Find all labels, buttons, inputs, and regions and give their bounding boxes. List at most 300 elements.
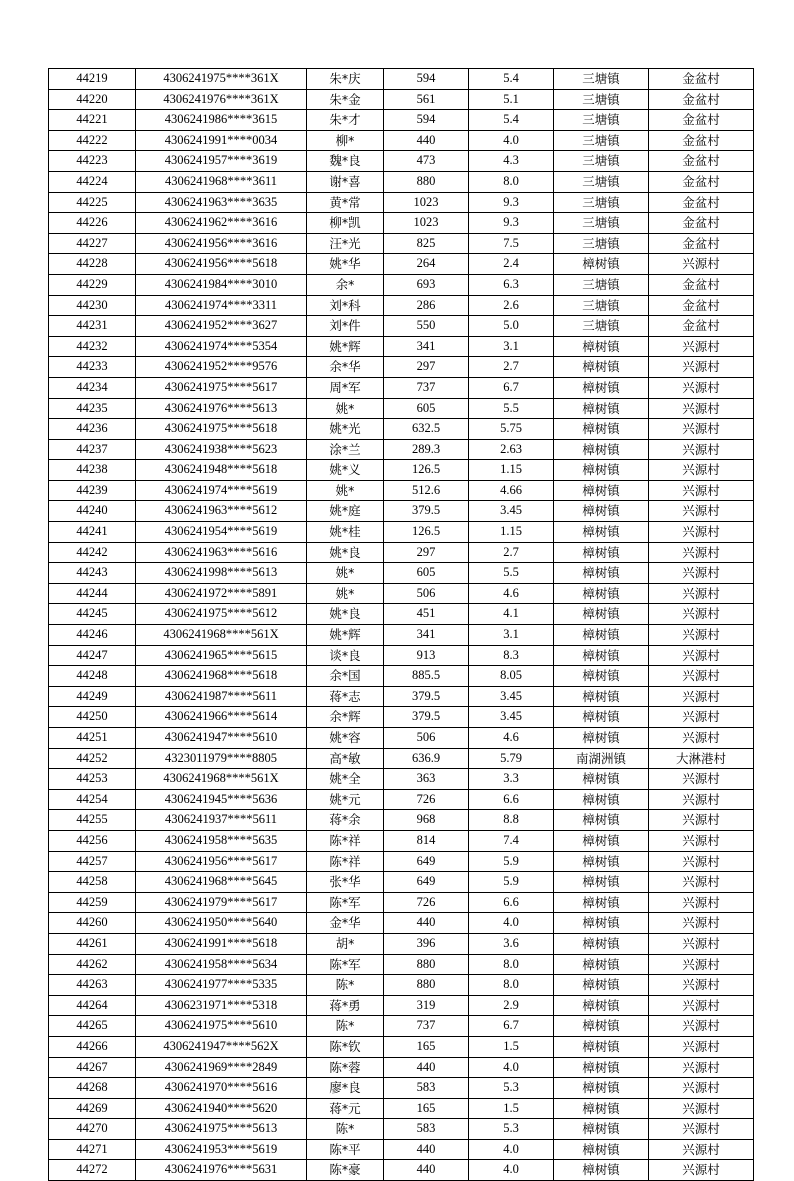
cell-name: 涂*兰 [307,439,384,460]
cell-town: 樟树镇 [554,625,649,646]
cell-town: 樟树镇 [554,604,649,625]
cell-amount: 451 [384,604,469,625]
cell-name: 黄*常 [307,192,384,213]
cell-amount: 379.5 [384,686,469,707]
cell-id-number: 4306241947****562X [136,1036,307,1057]
table-row [49,130,754,151]
cell-id-number: 4306241954****5619 [136,522,307,543]
table-row [49,254,754,275]
cell-id-number: 4306241968****5618 [136,666,307,687]
cell-rate: 4.0 [469,1139,554,1160]
cell-town: 樟树镇 [554,1098,649,1119]
cell-rate: 4.6 [469,728,554,749]
cell-name: 高*敏 [307,748,384,769]
cell-sequence: 44222 [49,130,136,151]
cell-sequence: 44267 [49,1057,136,1078]
cell-town: 樟树镇 [554,954,649,975]
cell-rate: 1.5 [469,1036,554,1057]
cell-amount: 341 [384,336,469,357]
cell-village: 金盆村 [649,130,754,151]
cell-id-number: 4306241986****3615 [136,110,307,131]
cell-town: 樟树镇 [554,728,649,749]
cell-id-number: 4306241976****5631 [136,1160,307,1181]
cell-town: 樟树镇 [554,460,649,481]
cell-id-number: 4306241965****5615 [136,645,307,666]
table-row [49,460,754,481]
cell-town: 樟树镇 [554,1016,649,1037]
table-row [49,192,754,213]
cell-town: 三塘镇 [554,233,649,254]
cell-village: 大淋港村 [649,748,754,769]
cell-sequence: 44223 [49,151,136,172]
cell-amount: 440 [384,913,469,934]
cell-rate: 8.05 [469,666,554,687]
cell-sequence: 44245 [49,604,136,625]
table-row [49,542,754,563]
cell-town: 樟树镇 [554,501,649,522]
cell-name: 陈*祥 [307,851,384,872]
cell-name: 陈* [307,1119,384,1140]
cell-amount: 737 [384,377,469,398]
cell-sequence: 44235 [49,398,136,419]
cell-amount: 341 [384,625,469,646]
table-row [49,625,754,646]
table-row [49,830,754,851]
cell-village: 金盆村 [649,171,754,192]
cell-amount: 440 [384,130,469,151]
cell-town: 樟树镇 [554,542,649,563]
cell-id-number: 4306241956****5617 [136,851,307,872]
cell-name: 汪*光 [307,233,384,254]
cell-name: 姚* [307,398,384,419]
cell-town: 三塘镇 [554,295,649,316]
table-row [49,1036,754,1057]
cell-id-number: 4306241975****5612 [136,604,307,625]
cell-rate: 7.5 [469,233,554,254]
cell-town: 樟树镇 [554,419,649,440]
cell-name: 周*军 [307,377,384,398]
cell-amount: 440 [384,1139,469,1160]
cell-village: 兴源村 [649,789,754,810]
table-row [49,336,754,357]
cell-name: 姚*良 [307,542,384,563]
cell-id-number: 4306241952****9576 [136,357,307,378]
cell-id-number: 4306241975****361X [136,69,307,90]
cell-sequence: 44239 [49,480,136,501]
table-row [49,1057,754,1078]
cell-rate: 3.45 [469,686,554,707]
cell-town: 三塘镇 [554,213,649,234]
cell-rate: 2.4 [469,254,554,275]
cell-village: 金盆村 [649,192,754,213]
cell-village: 金盆村 [649,213,754,234]
cell-name: 姚*辉 [307,336,384,357]
cell-town: 樟树镇 [554,872,649,893]
cell-name: 余*国 [307,666,384,687]
cell-id-number: 4306241947****5610 [136,728,307,749]
cell-amount: 814 [384,830,469,851]
cell-village: 金盆村 [649,233,754,254]
cell-rate: 5.9 [469,872,554,893]
cell-name: 余* [307,274,384,295]
cell-name: 姚*良 [307,604,384,625]
cell-town: 樟树镇 [554,851,649,872]
cell-name: 廖*良 [307,1078,384,1099]
cell-amount: 286 [384,295,469,316]
cell-sequence: 44233 [49,357,136,378]
cell-sequence: 44227 [49,233,136,254]
cell-rate: 8.3 [469,645,554,666]
cell-sequence: 44256 [49,830,136,851]
cell-amount: 473 [384,151,469,172]
cell-amount: 726 [384,892,469,913]
cell-town: 三塘镇 [554,192,649,213]
cell-sequence: 44248 [49,666,136,687]
cell-amount: 264 [384,254,469,275]
cell-amount: 583 [384,1078,469,1099]
cell-sequence: 44237 [49,439,136,460]
cell-id-number: 4306241991****0034 [136,130,307,151]
cell-amount: 632.5 [384,419,469,440]
cell-sequence: 44269 [49,1098,136,1119]
cell-rate: 5.3 [469,1119,554,1140]
cell-id-number: 4306241977****5335 [136,975,307,996]
cell-amount: 1023 [384,192,469,213]
cell-sequence: 44271 [49,1139,136,1160]
cell-sequence: 44252 [49,748,136,769]
cell-name: 陈* [307,975,384,996]
cell-amount: 396 [384,933,469,954]
table-row [49,707,754,728]
cell-amount: 583 [384,1119,469,1140]
cell-id-number: 4306241974****5354 [136,336,307,357]
cell-name: 胡* [307,933,384,954]
cell-rate: 4.3 [469,151,554,172]
cell-amount: 737 [384,1016,469,1037]
cell-id-number: 4306241968****5645 [136,872,307,893]
cell-rate: 4.66 [469,480,554,501]
table-row [49,645,754,666]
cell-amount: 885.5 [384,666,469,687]
table-row [49,316,754,337]
cell-id-number: 4306241958****5635 [136,830,307,851]
cell-sequence: 44270 [49,1119,136,1140]
cell-rate: 8.0 [469,171,554,192]
cell-rate: 3.6 [469,933,554,954]
cell-sequence: 44236 [49,419,136,440]
cell-village: 兴源村 [649,666,754,687]
cell-rate: 6.7 [469,377,554,398]
table-row [49,872,754,893]
cell-sequence: 44250 [49,707,136,728]
cell-town: 樟树镇 [554,892,649,913]
cell-sequence: 44266 [49,1036,136,1057]
cell-amount: 379.5 [384,707,469,728]
cell-village: 金盆村 [649,316,754,337]
cell-rate: 4.0 [469,1160,554,1181]
cell-id-number: 4306241976****5613 [136,398,307,419]
cell-village: 兴源村 [649,1160,754,1181]
cell-sequence: 44262 [49,954,136,975]
cell-name: 朱*才 [307,110,384,131]
cell-rate: 5.4 [469,69,554,90]
cell-village: 兴源村 [649,975,754,996]
cell-sequence: 44219 [49,69,136,90]
cell-village: 兴源村 [649,1078,754,1099]
cell-name: 姚*辉 [307,625,384,646]
cell-town: 樟树镇 [554,666,649,687]
cell-name: 金*华 [307,913,384,934]
table-row [49,233,754,254]
cell-id-number: 4306241968****3611 [136,171,307,192]
cell-sequence: 44268 [49,1078,136,1099]
table-row [49,933,754,954]
cell-rate: 3.3 [469,769,554,790]
cell-id-number: 4306241976****361X [136,89,307,110]
cell-name: 陈*蓉 [307,1057,384,1078]
cell-name: 陈*军 [307,892,384,913]
cell-name: 姚* [307,480,384,501]
cell-village: 兴源村 [649,1139,754,1160]
cell-name: 朱*庆 [307,69,384,90]
cell-id-number: 4306241938****5623 [136,439,307,460]
cell-rate: 2.7 [469,357,554,378]
cell-id-number: 4306241968****561X [136,625,307,646]
cell-sequence: 44260 [49,913,136,934]
table-row [49,954,754,975]
cell-village: 兴源村 [649,563,754,584]
cell-id-number: 4306241948****5618 [136,460,307,481]
cell-village: 金盆村 [649,89,754,110]
table-row [49,604,754,625]
cell-town: 樟树镇 [554,563,649,584]
cell-town: 樟树镇 [554,995,649,1016]
table-row [49,913,754,934]
cell-village: 兴源村 [649,933,754,954]
cell-town: 三塘镇 [554,316,649,337]
cell-id-number: 4306241975****5618 [136,419,307,440]
cell-rate: 5.4 [469,110,554,131]
cell-rate: 8.0 [469,975,554,996]
cell-sequence: 44249 [49,686,136,707]
cell-sequence: 44224 [49,171,136,192]
cell-sequence: 44228 [49,254,136,275]
cell-village: 兴源村 [649,439,754,460]
cell-sequence: 44254 [49,789,136,810]
cell-name: 蒋*余 [307,810,384,831]
cell-id-number: 4306241962****3616 [136,213,307,234]
table-row [49,728,754,749]
cell-id-number: 4306241998****5613 [136,563,307,584]
cell-id-number: 4306241968****561X [136,769,307,790]
table-row [49,171,754,192]
cell-village: 兴源村 [649,954,754,975]
cell-amount: 825 [384,233,469,254]
cell-sequence: 44230 [49,295,136,316]
cell-rate: 5.75 [469,419,554,440]
table-row [49,975,754,996]
table-row [49,789,754,810]
cell-amount: 649 [384,851,469,872]
cell-town: 樟树镇 [554,1160,649,1181]
cell-village: 兴源村 [649,1016,754,1037]
table-row [49,810,754,831]
table-row [49,666,754,687]
cell-id-number: 4306241974****3311 [136,295,307,316]
cell-amount: 649 [384,872,469,893]
cell-town: 樟树镇 [554,583,649,604]
cell-village: 金盆村 [649,110,754,131]
cell-sequence: 44259 [49,892,136,913]
cell-village: 兴源村 [649,336,754,357]
cell-name: 蒋*勇 [307,995,384,1016]
cell-amount: 319 [384,995,469,1016]
cell-sequence: 44247 [49,645,136,666]
cell-sequence: 44238 [49,460,136,481]
cell-village: 金盆村 [649,69,754,90]
cell-id-number: 4306241974****5619 [136,480,307,501]
table-row [49,274,754,295]
cell-sequence: 44232 [49,336,136,357]
cell-rate: 6.6 [469,789,554,810]
cell-name: 陈*祥 [307,830,384,851]
cell-town: 樟树镇 [554,1139,649,1160]
cell-rate: 9.3 [469,192,554,213]
cell-name: 刘*件 [307,316,384,337]
cell-village: 兴源村 [649,851,754,872]
cell-town: 三塘镇 [554,171,649,192]
cell-rate: 2.9 [469,995,554,1016]
table-row [49,1078,754,1099]
table-row [49,69,754,90]
cell-id-number: 4306241970****5616 [136,1078,307,1099]
cell-rate: 1.15 [469,460,554,481]
cell-town: 樟树镇 [554,522,649,543]
cell-id-number: 4306231971****5318 [136,995,307,1016]
table-row [49,851,754,872]
cell-name: 朱*金 [307,89,384,110]
cell-id-number: 4306241940****5620 [136,1098,307,1119]
cell-town: 樟树镇 [554,398,649,419]
cell-village: 兴源村 [649,460,754,481]
cell-amount: 1023 [384,213,469,234]
cell-id-number: 4306241963****5612 [136,501,307,522]
cell-village: 金盆村 [649,295,754,316]
table-row [49,398,754,419]
cell-rate: 4.0 [469,913,554,934]
table-body [49,69,754,1181]
cell-id-number: 4306241991****5618 [136,933,307,954]
cell-village: 兴源村 [649,522,754,543]
table-row [49,377,754,398]
cell-name: 陈*平 [307,1139,384,1160]
cell-amount: 506 [384,583,469,604]
cell-id-number: 4306241945****5636 [136,789,307,810]
cell-village: 金盆村 [649,274,754,295]
cell-sequence: 44231 [49,316,136,337]
cell-id-number: 4306241957****3619 [136,151,307,172]
cell-town: 樟树镇 [554,686,649,707]
cell-name: 柳* [307,130,384,151]
cell-amount: 636.9 [384,748,469,769]
cell-town: 樟树镇 [554,707,649,728]
cell-village: 兴源村 [649,872,754,893]
table-row [49,1139,754,1160]
cell-amount: 126.5 [384,460,469,481]
cell-name: 陈*钦 [307,1036,384,1057]
cell-amount: 440 [384,1160,469,1181]
cell-village: 兴源村 [649,542,754,563]
cell-rate: 6.3 [469,274,554,295]
cell-amount: 880 [384,954,469,975]
table-row [49,522,754,543]
cell-sequence: 44258 [49,872,136,893]
cell-sequence: 44263 [49,975,136,996]
cell-sequence: 44257 [49,851,136,872]
cell-sequence: 44229 [49,274,136,295]
cell-town: 南湖洲镇 [554,748,649,769]
cell-sequence: 44255 [49,810,136,831]
cell-sequence: 44226 [49,213,136,234]
cell-id-number: 4306241963****5616 [136,542,307,563]
cell-name: 陈*军 [307,954,384,975]
cell-amount: 594 [384,110,469,131]
cell-town: 樟树镇 [554,357,649,378]
cell-rate: 3.1 [469,625,554,646]
cell-town: 樟树镇 [554,913,649,934]
cell-village: 兴源村 [649,419,754,440]
cell-village: 兴源村 [649,913,754,934]
cell-name: 姚*庭 [307,501,384,522]
cell-amount: 289.3 [384,439,469,460]
cell-id-number: 4306241953****5619 [136,1139,307,1160]
cell-id-number: 4306241937****5611 [136,810,307,831]
cell-town: 樟树镇 [554,769,649,790]
cell-name: 姚*义 [307,460,384,481]
cell-rate: 8.0 [469,954,554,975]
cell-town: 樟树镇 [554,1119,649,1140]
cell-amount: 165 [384,1036,469,1057]
cell-amount: 605 [384,398,469,419]
table-row [49,480,754,501]
table-row [49,295,754,316]
cell-rate: 7.4 [469,830,554,851]
cell-id-number: 4306241950****5640 [136,913,307,934]
cell-rate: 4.1 [469,604,554,625]
cell-village: 兴源村 [649,707,754,728]
cell-amount: 880 [384,975,469,996]
cell-town: 樟树镇 [554,377,649,398]
cell-amount: 968 [384,810,469,831]
table-row [49,110,754,131]
cell-id-number: 4306241975****5617 [136,377,307,398]
cell-amount: 165 [384,1098,469,1119]
cell-amount: 605 [384,563,469,584]
cell-village: 兴源村 [649,625,754,646]
table-row [49,583,754,604]
cell-id-number: 4306241956****3616 [136,233,307,254]
cell-id-number: 4306241966****5614 [136,707,307,728]
cell-village: 兴源村 [649,254,754,275]
cell-sequence: 44253 [49,769,136,790]
cell-rate: 5.3 [469,1078,554,1099]
cell-amount: 594 [384,69,469,90]
cell-village: 兴源村 [649,1057,754,1078]
cell-name: 姚* [307,563,384,584]
cell-id-number: 4306241958****5634 [136,954,307,975]
cell-name: 蒋*志 [307,686,384,707]
cell-town: 樟树镇 [554,254,649,275]
